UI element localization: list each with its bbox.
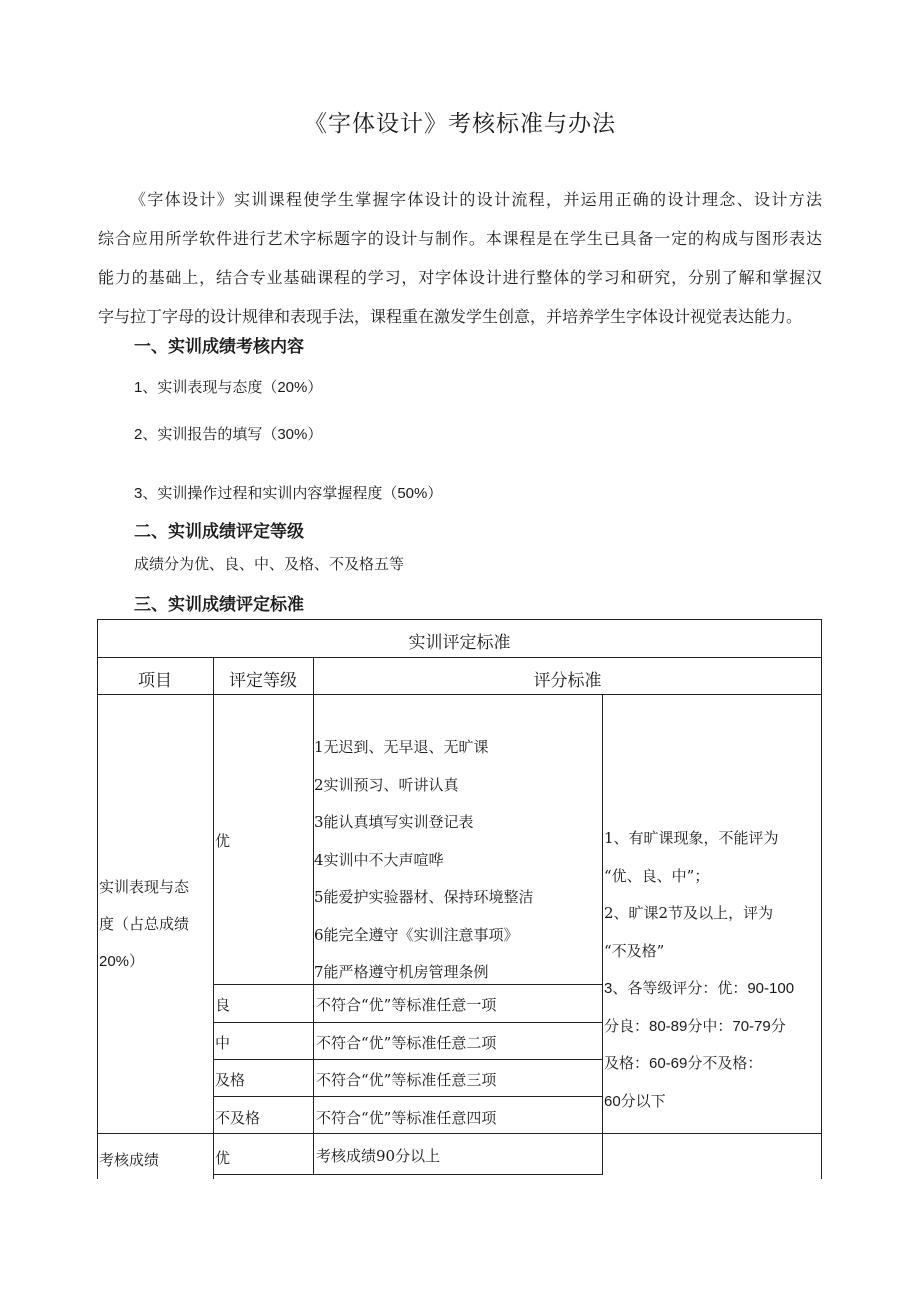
grades-text: 成绩分为优、良、中、及格、不及格五等 <box>134 555 405 573</box>
criteria-you-list <box>314 729 534 992</box>
note-line: “优、良、中”； <box>604 866 710 885</box>
criteria-line: 1无迟到、无早退、无旷课 <box>314 738 489 756</box>
table-caption: 实训评定标准 <box>408 633 511 653</box>
criteria-table <box>97 619 822 1179</box>
intro-line: 字与拉丁字母的设计规律和表现手法，课程重在激发学生创意，并培养学生字体设计视觉表达能力。 <box>98 307 803 326</box>
section-heading-3: 三、实训成绩评定标准 <box>134 595 304 615</box>
criteria-line: 2实训预习、听讲认真 <box>314 775 459 794</box>
note-line: 2、旷课2节及以上，评为 <box>604 904 774 922</box>
intro-paragraph <box>98 180 822 336</box>
item-line: 度（占总成绩 <box>99 915 190 933</box>
content-item-1: 1、实训表现与态度（20%） <box>134 379 323 396</box>
table-rule <box>97 1133 822 1134</box>
table-rule <box>602 694 603 1134</box>
grade-liang: 良 <box>215 996 231 1014</box>
grade-you-assessment: 优 <box>215 1149 231 1167</box>
criteria-line: 3能认真填写实训登记表 <box>314 813 474 831</box>
section-heading-2: 二、实训成绩评定等级 <box>134 522 304 542</box>
intro-line: 能力的基础上，结合专业基础课程的学习，对字体设计进行整体的学习和研究，分别了解和掌握汉 <box>98 268 822 287</box>
note-line: 及格：60-69分不及格： <box>604 1055 763 1072</box>
note-line: 1、有旷课现象，不能评为 <box>604 829 779 847</box>
header-item: 项目 <box>138 671 172 691</box>
table-rule <box>602 1133 603 1175</box>
note-line: “不及格” <box>604 941 665 960</box>
header-grade: 评定等级 <box>229 671 297 691</box>
criteria-assessment: 考核成绩90分以上 <box>316 1147 441 1165</box>
row-item-assessment: 考核成绩 <box>99 1151 160 1169</box>
intro-line: 综合应用所学软件进行艺术字标题字的设计与制作。本课程是在学生已具备一定的构成与图形表达 <box>98 229 822 248</box>
item-line: 20%） <box>99 953 145 970</box>
table-rule <box>213 1096 603 1097</box>
criteria-bujige: 不符合“优”等标准任意四项 <box>316 1109 497 1127</box>
criteria-line: 5能爱护实验器材、保持环境整洁 <box>314 888 534 906</box>
content-item-3: 3、实训操作过程和实训内容掌握程度（50%） <box>134 485 443 502</box>
item-line: 实训表现与态 <box>99 878 190 896</box>
table-border-right <box>821 619 822 1179</box>
criteria-line: 4实训中不大声喧哗 <box>314 850 444 869</box>
intro-line: 《字体设计》实训课程使学生掌握字体设计的设计流程，并运用正确的设计理念、设计方法 <box>130 190 822 209</box>
table-border-left <box>97 619 98 1179</box>
table-rule <box>213 657 214 1179</box>
row-item-performance <box>99 869 189 980</box>
table-border-top <box>97 619 822 620</box>
table-rule <box>97 694 822 695</box>
header-criteria: 评分标准 <box>533 671 602 691</box>
grade-jige: 及格 <box>215 1071 246 1089</box>
criteria-line: 6能完全遵守《实训注意事项》 <box>314 925 519 944</box>
note-line: 60分以下 <box>604 1092 666 1110</box>
section-heading-1: 一、实训成绩考核内容 <box>134 337 304 357</box>
criteria-line: 7能严格遵守机房管理条例 <box>314 963 489 981</box>
grade-zhong: 中 <box>215 1034 231 1052</box>
note-line: 3、各等级评分：优：90-100 <box>604 980 795 997</box>
grade-you: 优 <box>215 832 231 850</box>
page-title: 《字体设计》考核标准与办法 <box>304 111 616 137</box>
grading-notes <box>604 820 794 1120</box>
criteria-jige: 不符合“优”等标准任意三项 <box>316 1071 497 1089</box>
table-rule <box>213 1059 603 1060</box>
content-item-2: 2、实训报告的填写（30%） <box>134 426 323 443</box>
criteria-zhong: 不符合“优”等标准任意二项 <box>316 1034 497 1052</box>
note-line: 分良：80-89分中：70-79分 <box>604 1017 786 1035</box>
criteria-liang: 不符合“优”等标准任意一项 <box>316 996 497 1014</box>
table-rule <box>213 1174 603 1175</box>
grade-bujige: 不及格 <box>215 1109 261 1127</box>
table-rule <box>213 1022 603 1023</box>
table-rule <box>97 657 822 658</box>
